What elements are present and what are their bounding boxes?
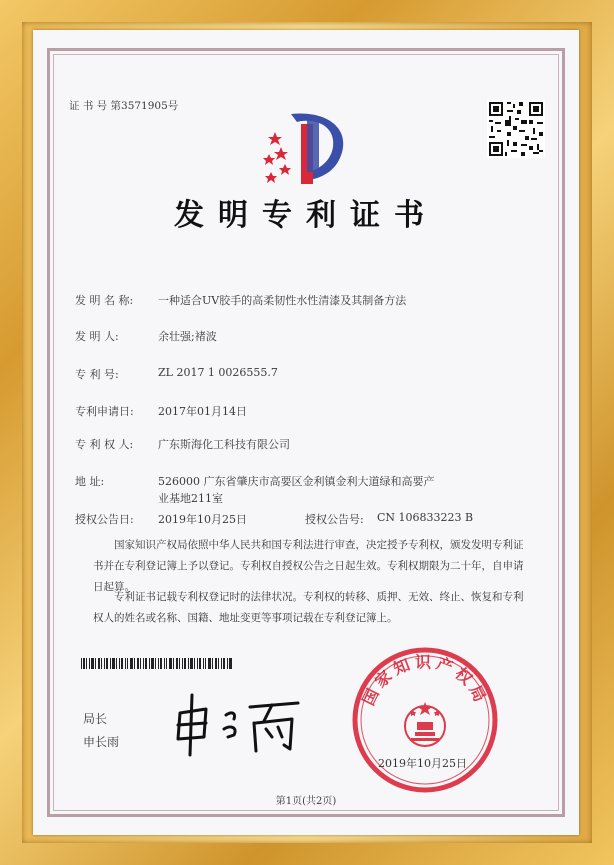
barcode-icon bbox=[81, 658, 233, 669]
legal-status-paragraph: 专利证书记载专利权登记时的法律状况。专利权的转移、质押、无效、终止、恢复和专利权人的姓名或名称、国籍、地址变更等事项记载在专利登记簿上。 bbox=[93, 591, 524, 624]
seal-date: 2019年10月25日 bbox=[378, 757, 467, 770]
patentee-label: 专 利 权 人: bbox=[75, 438, 134, 451]
patent-number-label: 专 利 号: bbox=[75, 368, 119, 381]
director-signature-icon bbox=[168, 685, 308, 760]
official-seal-icon bbox=[345, 640, 505, 800]
director-title: 局长 bbox=[83, 712, 108, 726]
page-info: 第1页(共2页) bbox=[275, 796, 337, 807]
qr-code-icon bbox=[487, 100, 545, 158]
address-line-1: 526000 广东省肇庆市高要区金利镇金利大道绿和高要产 bbox=[158, 475, 435, 488]
grant-date-label: 授权公告日: bbox=[75, 513, 134, 526]
grant-date-value: 2019年10月25日 bbox=[158, 513, 247, 526]
address-label: 地 址: bbox=[75, 475, 105, 488]
filing-date-label: 专利申请日: bbox=[75, 405, 134, 418]
director-name: 申长雨 bbox=[83, 735, 120, 749]
grant-number-value: CN 106833223 B bbox=[377, 511, 474, 524]
address-line-2: 业基地211室 bbox=[158, 492, 223, 505]
svg-text:国家知识产权局 bbox=[359, 652, 492, 708]
certificate-title: 发明专利证书 bbox=[174, 198, 438, 233]
patentee-value: 广东斯海化工科技有限公司 bbox=[158, 438, 290, 451]
invention-name-label: 发 明 名 称: bbox=[75, 294, 134, 307]
patent-office-logo-icon bbox=[261, 102, 356, 192]
inventor-value: 余壮强;褚波 bbox=[158, 330, 217, 343]
certificate-paper bbox=[33, 30, 579, 835]
filing-date-value: 2017年01月14日 bbox=[158, 405, 247, 418]
grant-statement-paragraph: 国家知识产权局依照中华人民共和国专利法进行审查，决定授予专利权，颁发发明专利证书并在专利登记簿上予以登记。专利权自授权公告之日起生效。专利权期限为二十年，自申请日起算。 bbox=[93, 539, 524, 593]
certificate-number: 证 书 号 第3571905号 bbox=[69, 100, 179, 112]
patent-number-value: ZL 2017 1 0026555.7 bbox=[158, 366, 278, 379]
invention-name-value: 一种适合UV胶手的高柔韧性水性清漆及其制备方法 bbox=[158, 294, 407, 307]
inventor-label: 发 明 人: bbox=[75, 330, 119, 343]
grant-number-label: 授权公告号: bbox=[305, 513, 364, 526]
seal-text: 国家知识产权局 bbox=[358, 652, 492, 709]
